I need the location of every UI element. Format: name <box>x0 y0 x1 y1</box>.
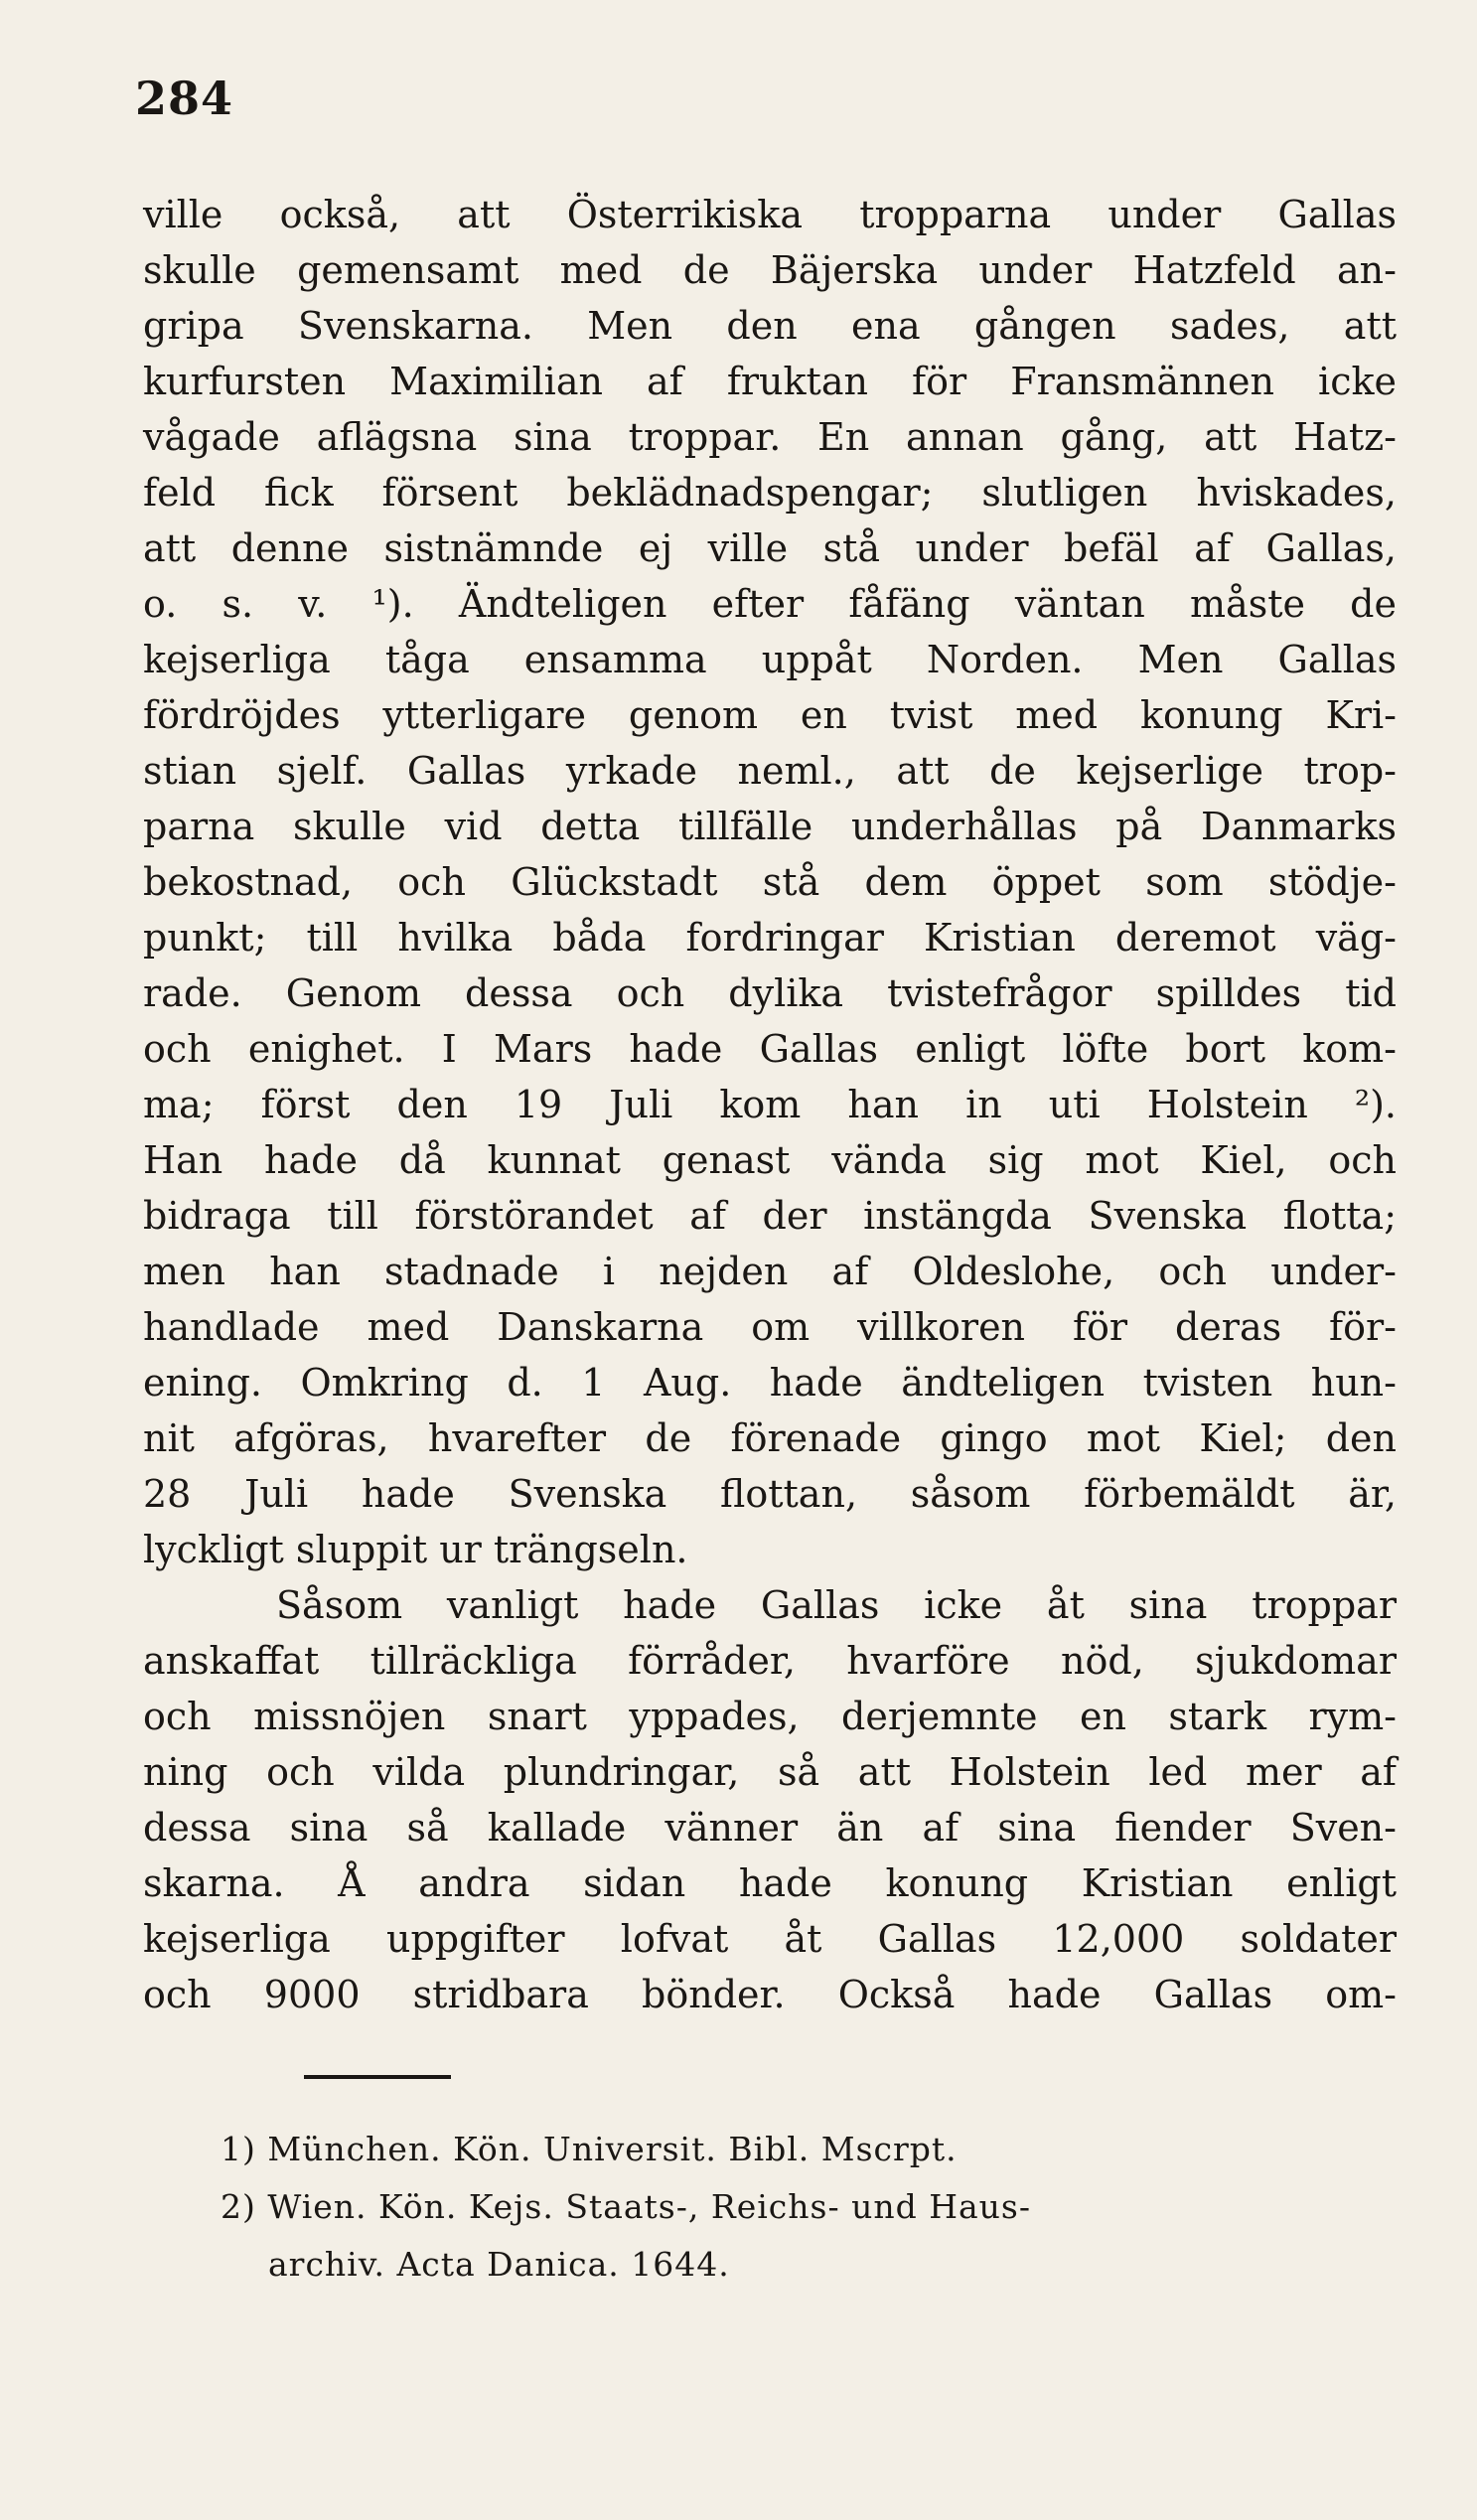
text-line: ma; först den 19 Juli kom han in uti Holstein ²). <box>143 1083 1397 1126</box>
text-line: ville också, att Österrikiska tropparna under Gallas <box>143 193 1397 236</box>
text-line: bekostnad, och Glückstadt stå dem öppet som stödje- <box>143 860 1397 904</box>
text-line: rade. Genom dessa och dylika tvistefrågor spilldes tid <box>143 971 1397 1015</box>
text-line: och missnöjen snart yppades, derjemnte en stark rym- <box>143 1695 1397 1738</box>
body-text <box>143 187 1397 2022</box>
text-line: nit afgöras, hvarefter de förenade gingo mot Kiel; den <box>143 1416 1397 1460</box>
text-line: skulle gemensamt med de Bäjerska under Hatzfeld an- <box>143 248 1397 292</box>
paragraph-end-line: lyckligt sluppit ur trängseln. <box>143 1528 688 1571</box>
text-line: och enighet. I Mars hade Gallas enligt löfte bort kom- <box>143 1027 1397 1071</box>
text-line: anskaffat tillräckliga förråder, hvarföre nöd, sjukdomar <box>143 1639 1397 1683</box>
text-line: punkt; till hvilka båda fordringar Kristian deremot väg- <box>143 916 1397 960</box>
text-line: handlade med Danskarna om villkoren för deras för- <box>143 1305 1397 1349</box>
text-line: ning och vilda plundringar, så att Holstein led mer af <box>143 1750 1397 1794</box>
text-line: fördröjdes ytterligare genom en tvist med konung Kri- <box>143 693 1397 737</box>
text-line: och 9000 stridbara bönder. Också hade Gallas om- <box>143 1973 1397 2016</box>
footnote-2: 2) Wien. Kön. Kejs. Staats-, Reichs- und Haus- <box>221 2187 1032 2226</box>
text-line: ening. Omkring d. 1 Aug. hade ändteligen tvisten hun- <box>143 1361 1397 1405</box>
text-line: dessa sina så kallade vänner än af sina fiender Sven- <box>143 1806 1397 1850</box>
text-line: parna skulle vid detta tillfälle underhållas på Danmarks <box>143 805 1397 848</box>
footnote-2-continuation: archiv. Acta Danica. 1644. <box>268 2245 730 2284</box>
footnotes <box>221 2121 1403 2294</box>
text-line: 28 Juli hade Svenska flottan, såsom förbemäldt är, <box>143 1472 1397 1516</box>
text-line: kejserliga uppgifter lofvat åt Gallas 12,000 soldater <box>143 1917 1397 1961</box>
text-line: o. s. v. ¹). Ändteligen efter fåfäng väntan måste de <box>143 582 1397 626</box>
page-number: 284 <box>135 72 234 125</box>
paragraph-start-line: Såsom vanligt hade Gallas icke åt sina troppar <box>276 1583 1397 1627</box>
text-line: kejserliga tåga ensamma uppåt Norden. Men Gallas <box>143 638 1397 681</box>
text-line: stian sjelf. Gallas yrkade neml., att de kejserlige trop- <box>143 749 1397 793</box>
text-line: gripa Svenskarna. Men den ena gången sades, att <box>143 304 1397 348</box>
footnote-divider <box>304 2075 451 2079</box>
text-line: kurfursten Maximilian af fruktan för Fransmännen icke <box>143 360 1397 403</box>
text-line: feld fick försent beklädnadspengar; slutligen hviskades, <box>143 471 1397 515</box>
text-line: skarna. Å andra sidan hade konung Kristian enligt <box>143 1861 1397 1905</box>
footnote-1: 1) München. Kön. Universit. Bibl. Mscrpt. <box>221 2130 958 2168</box>
text-line: vågade aflägsna sina troppar. En annan gång, att Hatz- <box>143 415 1397 459</box>
text-line: bidraga till förstörandet af der instängda Svenska flotta; <box>143 1194 1397 1238</box>
text-line: att denne sistnämnde ej ville stå under befäl af Gallas, <box>143 526 1397 570</box>
text-line: Han hade då kunnat genast vända sig mot Kiel, och <box>143 1138 1397 1182</box>
text-line: men han stadnade i nejden af Oldeslohe, och under- <box>143 1250 1397 1293</box>
